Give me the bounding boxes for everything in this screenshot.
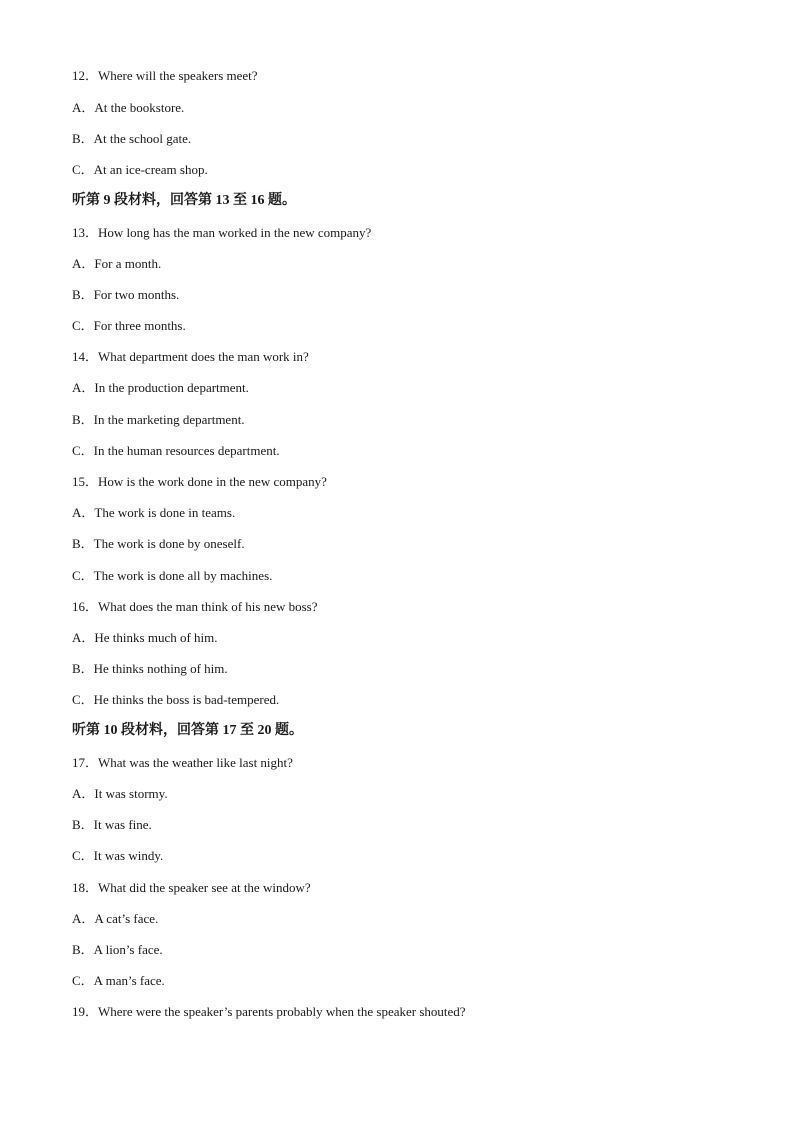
q16-option-c: C．He thinks the boss is bad-tempered.	[72, 692, 280, 707]
q14-option-c: C．In the human resources department.	[72, 443, 280, 458]
q16-option-b: B．He thinks nothing of him.	[72, 661, 228, 676]
q18-option-c: C．A man’s face.	[72, 973, 165, 988]
q16-option-a: A．He thinks much of him.	[72, 630, 218, 645]
q14-option-b: B．In the marketing department.	[72, 412, 245, 427]
q13-option-c: C．For three months.	[72, 318, 186, 333]
q15-option-c: C．The work is done all by machines.	[72, 568, 273, 583]
q12-option-a: A．At the bookstore.	[72, 100, 185, 115]
question-17: 17．What was the weather like last night?	[72, 755, 293, 770]
q13-option-a: A．For a month.	[72, 256, 162, 271]
q18-option-a: A．A cat’s face.	[72, 911, 159, 926]
question-13: 13．How long has the man worked in the new company?	[72, 225, 372, 240]
q17-option-a: A．It was stormy.	[72, 786, 168, 801]
question-12: 12．Where will the speakers meet?	[72, 68, 258, 83]
q12-option-b: B．At the school gate.	[72, 131, 192, 146]
question-14: 14．What department does the man work in?	[72, 349, 309, 364]
question-16: 16．What does the man think of his new boss?	[72, 599, 318, 614]
question-19: 19．Where were the speaker’s parents probably when the speaker shouted?	[72, 1004, 466, 1019]
section-heading-9: 听第 9 段材料，回答第 13 至 16 题。	[72, 193, 296, 208]
q17-option-b: B．It was fine.	[72, 817, 152, 832]
section-heading-10: 听第 10 段材料，回答第 17 至 20 题。	[72, 723, 303, 738]
q14-option-a: A．In the production department.	[72, 380, 249, 395]
question-15: 15．How is the work done in the new company?	[72, 474, 327, 489]
question-18: 18．What did the speaker see at the window?	[72, 880, 311, 895]
q18-option-b: B．A lion’s face.	[72, 942, 163, 957]
q15-option-a: A．The work is done in teams.	[72, 505, 236, 520]
q15-option-b: B．The work is done by oneself.	[72, 536, 245, 551]
q17-option-c: C．It was windy.	[72, 848, 164, 863]
q12-option-c: C．At an ice-cream shop.	[72, 162, 208, 177]
q13-option-b: B．For two months.	[72, 287, 180, 302]
